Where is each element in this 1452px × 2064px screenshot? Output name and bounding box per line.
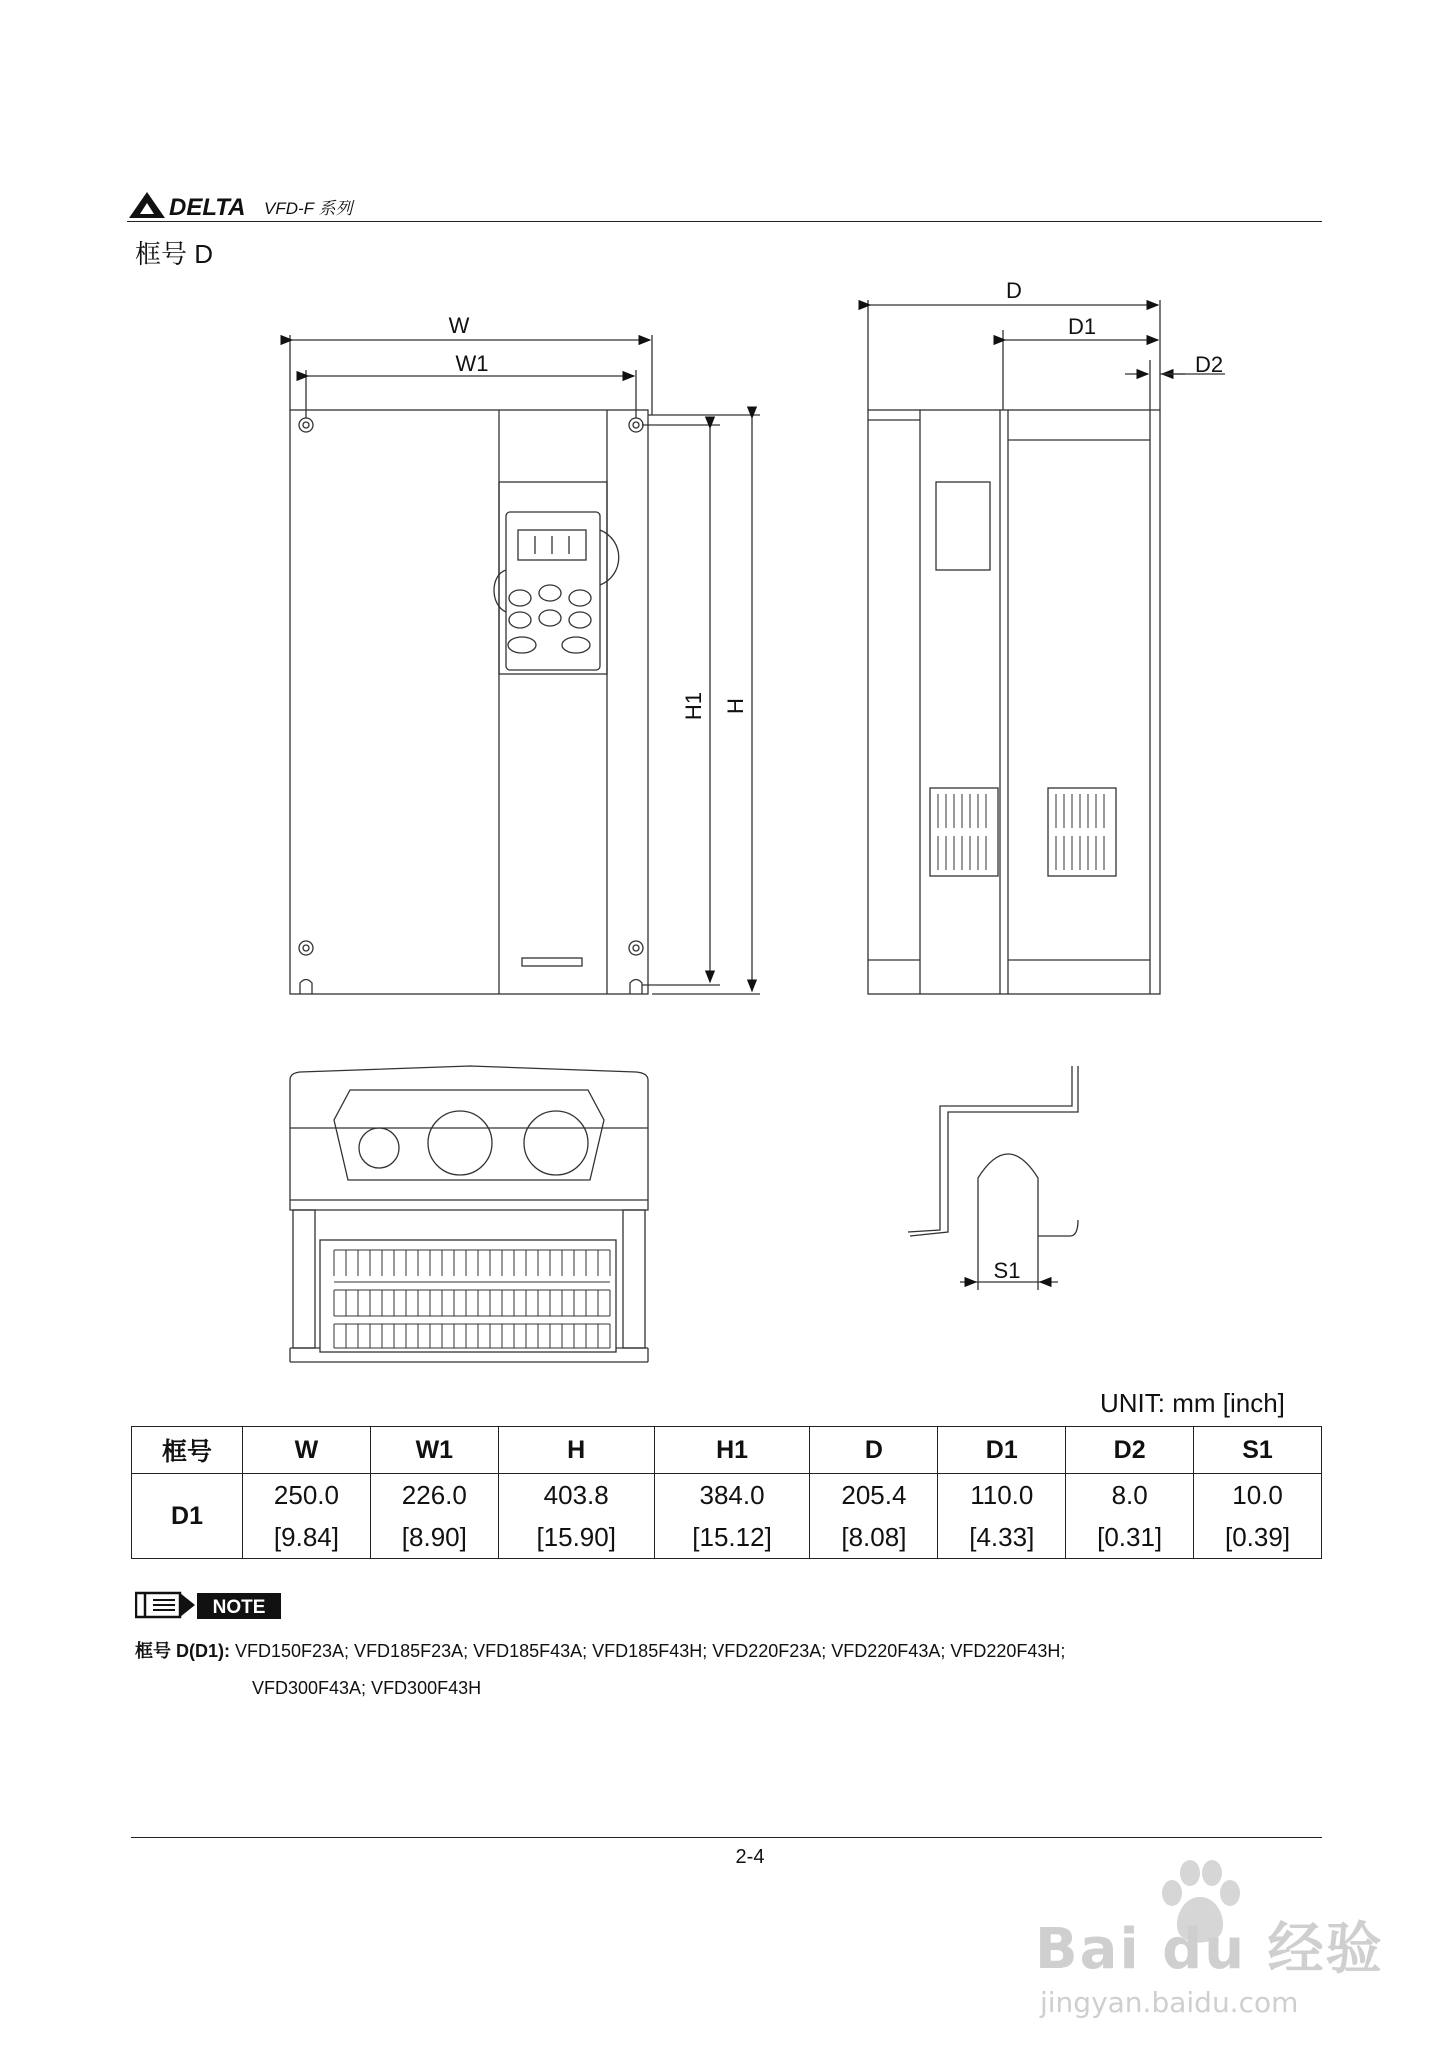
cell-D2 [1066, 1474, 1194, 1559]
cell-mm: 10.0 [1232, 1480, 1283, 1510]
col-header-H1: H1 [654, 1427, 810, 1474]
col-header-D2: D2 [1066, 1427, 1194, 1474]
cell-inch: [8.08] [841, 1522, 907, 1552]
dim-label-W1: W1 [455, 351, 489, 376]
cell-mm: 226.0 [401, 1480, 467, 1510]
table-row [132, 1474, 1322, 1559]
side-view [868, 410, 1160, 994]
bottom-view [290, 1066, 648, 1362]
side-dimensions [868, 300, 1225, 410]
cell-mm: 384.0 [699, 1480, 765, 1510]
footer-rule [131, 1837, 1322, 1838]
col-header-H: H [498, 1427, 654, 1474]
frame-title: 框号 D [135, 239, 214, 269]
watermark-brand: Bai du 经验 [1035, 1917, 1384, 1982]
dimension-table [131, 1426, 1322, 1559]
col-header-D1: D1 [938, 1427, 1066, 1474]
dim-label-S1: S1 [993, 1258, 1021, 1283]
cell-H [498, 1474, 654, 1559]
mounting-slot-detail [908, 1066, 1078, 1290]
col-header-D: D [810, 1427, 938, 1474]
table-header-row [132, 1427, 1322, 1474]
note-badge [135, 1587, 283, 1623]
note-models-1: VFD150F23A; VFD185F23A; VFD185F43A; VFD185F43H; VFD220F23A; VFD220F43A; VFD220F43H; [230, 1641, 1066, 1661]
cell-D [810, 1474, 938, 1559]
cell-inch: [0.39] [1225, 1522, 1291, 1552]
cell-mm: 250.0 [273, 1480, 339, 1510]
col-header-W: W [243, 1427, 371, 1474]
cell-inch: [8.90] [401, 1522, 467, 1552]
cell-mm: 8.0 [1111, 1480, 1148, 1510]
dim-label-D: D [1006, 278, 1022, 303]
svg-text:DELTA: DELTA [169, 194, 246, 220]
cell-mm: 110.0 [970, 1480, 1034, 1510]
cell-inch: [15.90] [536, 1522, 616, 1552]
note-badge-text: NOTE [212, 1597, 266, 1618]
cell-W [243, 1474, 371, 1559]
cell-inch: [9.84] [273, 1522, 339, 1552]
cell-S1 [1194, 1474, 1322, 1559]
dim-label-H1: H1 [681, 691, 706, 721]
cell-mm: 403.8 [543, 1480, 609, 1510]
cell-D1 [938, 1474, 1066, 1559]
note-label: 框号 D(D1): [135, 1641, 230, 1661]
col-header-W1: W1 [370, 1427, 498, 1474]
note-line-2: VFD300F43A; VFD300F43H [252, 1678, 482, 1698]
row-label-D1: D1 [132, 1474, 243, 1559]
watermark-url: jingyan.baidu.com [1040, 1986, 1299, 2019]
cell-H1 [654, 1474, 810, 1559]
cell-inch: [15.12] [692, 1522, 772, 1552]
cell-mm: 205.4 [841, 1480, 907, 1510]
dim-label-D1: D1 [1067, 314, 1097, 339]
cell-W1 [370, 1474, 498, 1559]
dim-label-W: W [448, 313, 470, 338]
series-label: VFD-F 系列 [264, 199, 353, 218]
cell-inch: [0.31] [1097, 1522, 1163, 1552]
dim-label-D2: D2 [1194, 352, 1224, 377]
table-corner-cell: 框号 [132, 1427, 243, 1474]
note-line-1 [135, 1637, 1065, 1663]
front-view [290, 410, 652, 994]
cell-inch: [4.33] [969, 1522, 1035, 1552]
page-number: 2-4 [735, 1846, 765, 1868]
col-header-S1: S1 [1194, 1427, 1322, 1474]
unit-label: UNIT: mm [inch] [1100, 1388, 1285, 1418]
front-dimensions [290, 335, 760, 994]
dim-label-H: H [723, 698, 748, 714]
